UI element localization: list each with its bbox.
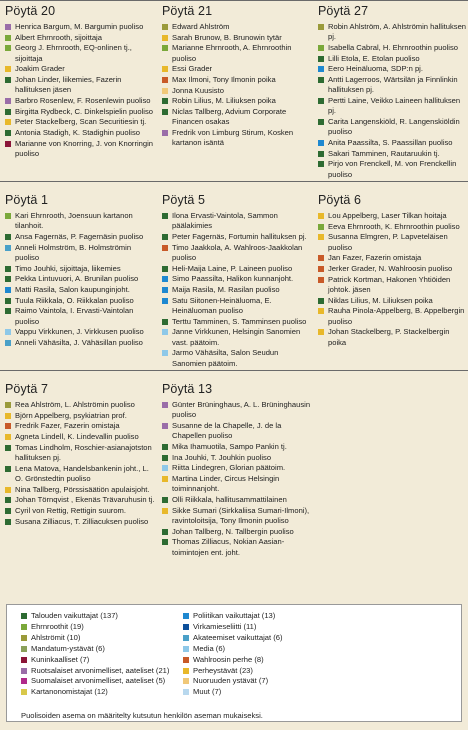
guest-entry (318, 96, 468, 117)
seating-table (318, 193, 468, 348)
guest-entry (5, 506, 155, 516)
guest-entry (162, 537, 314, 558)
guest-text: Peter Fagernäs, Fortumin hallituksen pj. (172, 231, 307, 241)
guest-entry (5, 264, 155, 274)
guest-entry (162, 86, 314, 96)
guest-text: Tomas Lindholm, Roschier-asianajotston hallituksen pj. (15, 442, 152, 463)
guest-entry (162, 243, 314, 264)
guest-entry (162, 285, 314, 295)
guest-text: Fredrik Fazer, Fazerin omistaja (15, 421, 120, 431)
guest-text: Lilli Etola, E. Etolan puoliso (328, 53, 420, 63)
guest-entry (162, 421, 314, 442)
guest-text: Ina Jouhki, T. Jouhkin puoliso (172, 452, 272, 462)
guest-entry (318, 306, 468, 327)
guest-text: Georg J. Ehrnrooth, EQ-onlinen tj., sijoittaja (15, 43, 132, 63)
guest-text: Nina Tallberg, Pörssisäätiön apulaisjoht. (15, 484, 150, 494)
guest-text: Susanne de la Chapelle, J. de la Chapellen puoliso (172, 420, 282, 441)
guest-text: Maija Rasila, M. Rasilan puoliso (172, 285, 280, 295)
category-swatch (318, 66, 324, 72)
category-swatch (162, 497, 168, 503)
guest-text: Fredrik von Limburg Stirum, Kosken kartanon isäntä (172, 128, 294, 148)
legend-label: Virkamieseliitti (11) (193, 621, 257, 631)
guest-text: Susana Zilliacus, T. Zilliacuksen puoliso (15, 516, 149, 526)
guest-entry (162, 296, 314, 317)
category-swatch (318, 266, 324, 272)
legend-swatch (183, 689, 189, 695)
guest-text: Sakari Tamminen, Rautaruukin tj. (328, 148, 440, 158)
category-swatch (318, 329, 324, 335)
category-swatch (162, 476, 168, 482)
legend-label: Ehrnroothit (19) (31, 621, 84, 631)
legend-swatch (21, 668, 27, 674)
guest-text: Simo Paassilta, Halikon kunnanjoht. (172, 274, 294, 284)
guest-entry (5, 117, 155, 127)
category-swatch (5, 298, 11, 304)
guest-text: Pekka Lintuvuori, A. Brunilan puoliso (15, 274, 139, 284)
table-title: Pöytä 6 (318, 193, 362, 207)
guest-text: Henrica Bargum, M. Bargumin puoliso (15, 22, 144, 31)
category-swatch (318, 77, 324, 83)
guest-entry (5, 22, 155, 32)
guest-text: Ansa Fagernäs, P. Fagernäsin puoliso (15, 231, 144, 241)
category-swatch (5, 402, 11, 408)
category-swatch (318, 224, 324, 230)
guest-text: Terttu Tamminen, S. Tamminsen puoliso (172, 316, 307, 326)
guest-entry (318, 264, 468, 274)
guest-text: Timo Jaakkola, A. Wahlroos-Jaakkolan puoliso (172, 242, 303, 262)
guest-text: Antonia Stadigh, K. Stadighin puoliso (15, 128, 140, 138)
legend-swatch (21, 635, 27, 641)
guest-entry (162, 474, 314, 495)
guest-entry (162, 506, 314, 527)
category-swatch (162, 98, 168, 104)
guest-entry (162, 453, 314, 463)
guest-text: Janne Virkkunen, Helsingin Sanomien vast. päätoim. (172, 327, 301, 347)
guest-text: Carita Langenskiöld, R. Langenskiöldin puoliso (328, 117, 460, 137)
guest-entry (5, 443, 155, 464)
guest-text: Pertti Laine, Veikko Laineen hallituksen pj. (328, 96, 461, 116)
guest-entry (5, 306, 155, 327)
category-swatch (162, 455, 168, 461)
guest-entry (5, 128, 155, 138)
category-swatch (162, 213, 168, 219)
legend-label: Ahlströmit (10) (31, 632, 81, 642)
legend-label: Muut (7) (193, 687, 222, 697)
category-swatch (162, 66, 168, 72)
guest-text: Eeva Ehrnrooth, K. Ehrnroothin puoliso (328, 221, 460, 231)
legend-swatch (183, 646, 189, 652)
category-swatch (162, 350, 168, 356)
guest-text: Eero Heinäluoma, SDP:n pj. (328, 64, 423, 74)
category-swatch (318, 119, 324, 125)
guest-entry (5, 96, 155, 106)
category-swatch (162, 245, 168, 251)
seating-table (5, 382, 155, 527)
guest-entry (318, 327, 468, 348)
guest-text: Martina Linder, Circus Helsingin toiminnanjoht. (172, 474, 280, 494)
guest-entry (5, 421, 155, 431)
guest-entry (5, 495, 155, 505)
category-swatch (318, 45, 324, 51)
legend-swatch (183, 624, 189, 630)
legend-swatch (183, 668, 189, 674)
guest-text: Albert Ehrnrooth, sijoittaja (15, 32, 102, 42)
legend-label: Akateemiset vaikuttajat (6) (193, 632, 283, 642)
guest-text: Niclas Tallberg, Advium Corporate Financen osakas (172, 107, 287, 127)
table-title: Pöytä 13 (162, 382, 213, 396)
guest-entry (318, 54, 468, 64)
guest-text: Susanna Elmgren, P. Lapveteläisen puoliso (328, 232, 448, 252)
guest-entry (318, 232, 468, 253)
legend-label: Perheystävät (23) (193, 665, 253, 675)
category-swatch (162, 45, 168, 51)
legend-note: Puolisoiden asema on määritelty kutsutun henkilön aseman mukaiseksi. (21, 711, 263, 720)
seating-table (162, 193, 314, 369)
guest-entry (5, 464, 155, 485)
legend-label: Nuoruuden ystävät (7) (193, 676, 269, 686)
category-swatch (318, 277, 324, 283)
guest-text: Tuula Riikkala, O. Riikkalan puoliso (15, 295, 134, 305)
legend-item (183, 644, 403, 655)
guest-text: Raimo Vaintola, I. Ervasti-Vaintolan puoliso (15, 306, 134, 326)
legend-label: Mandatum-ystävät (6) (31, 643, 105, 653)
category-swatch (5, 266, 11, 272)
guest-entry (162, 43, 314, 64)
category-swatch (5, 466, 11, 472)
category-swatch (5, 98, 11, 104)
guest-entry (5, 211, 155, 232)
category-swatch (162, 529, 168, 535)
legend-label: Poliitikan vaikuttajat (13) (193, 611, 276, 620)
guest-text: Anneli Holmström, B. Holmströmin puoliso (15, 242, 132, 262)
guest-text: Pirjo von Frenckell, M. von Frenckellin puoliso (328, 159, 457, 179)
guest-entry (5, 517, 155, 527)
guest-entry (318, 149, 468, 159)
guest-entry (318, 138, 468, 148)
legend-swatch (21, 613, 27, 619)
category-swatch (318, 161, 324, 167)
guest-entry (5, 75, 155, 96)
guest-text: Heli-Maija Laine, P. Laineen puoliso (172, 263, 293, 273)
category-swatch (5, 109, 11, 115)
guest-text: Björn Appelberg, psykiatrian prof. (15, 410, 127, 420)
legend-label: Kartanonomistajat (12) (31, 687, 108, 697)
guest-entry (162, 107, 314, 128)
seating-table (5, 193, 155, 349)
guest-text: Sarah Brunow, B. Brunowin tytär (172, 32, 282, 42)
table-title: Pöytä 5 (162, 193, 206, 207)
category-swatch (5, 329, 11, 335)
category-swatch (5, 245, 11, 251)
category-swatch (5, 519, 11, 525)
legend-swatch (183, 678, 189, 684)
guest-entry (318, 275, 468, 296)
category-swatch (318, 56, 324, 62)
category-swatch (318, 308, 324, 314)
guest-text: Jan Fazer, Fazerin omistaja (328, 253, 422, 263)
legend-label: Media (6) (193, 643, 226, 653)
category-swatch (5, 434, 11, 440)
category-swatch (162, 508, 168, 514)
category-swatch (318, 98, 324, 104)
guest-entry (318, 296, 468, 306)
legend-item (183, 676, 403, 687)
legend-swatch (21, 646, 27, 652)
guest-text: Marianne von Knorring, J. von Knorringin puoliso (15, 138, 154, 159)
guest-entry (5, 243, 155, 264)
legend-label: Kuninkaalliset (7) (31, 654, 90, 664)
category-swatch (5, 45, 11, 51)
guest-entry (5, 327, 155, 337)
guest-text: Johan Linder, liikemies, Fazerin hallituksen jäsen (15, 75, 122, 95)
legend-item (183, 655, 403, 666)
legend-item (183, 666, 403, 677)
guest-entry (162, 33, 314, 43)
category-swatch (162, 88, 168, 94)
guest-entry (5, 296, 155, 306)
guest-entry (162, 348, 314, 369)
guest-text: Robin Lilius, M. Liliuksen poika (172, 96, 276, 106)
legend-swatch (21, 678, 27, 684)
category-swatch (5, 497, 11, 503)
category-swatch (5, 487, 11, 493)
category-swatch (162, 319, 168, 325)
category-swatch (162, 24, 168, 30)
guest-entry (5, 274, 155, 284)
legend-swatch (183, 657, 189, 663)
guest-entry (162, 327, 314, 348)
guest-text: Johan Stackelberg, P. Stackelbergin poika (328, 327, 450, 347)
guest-text: Barbro Rosenlew, F. Rosenlewin puoliso (15, 96, 151, 106)
category-swatch (162, 539, 168, 545)
legend-swatch (21, 624, 27, 630)
category-swatch (5, 287, 11, 293)
category-swatch (5, 35, 11, 41)
legend-label: Suomalaiset arvonimelliset, aateliset (5) (31, 676, 166, 686)
guest-entry (162, 463, 314, 473)
category-swatch (5, 24, 11, 30)
guest-entry (162, 495, 314, 505)
guest-text: Max Ilmoni, Tony Ilmonin poika (172, 75, 276, 85)
category-swatch (5, 213, 11, 219)
seating-table (318, 4, 468, 180)
guest-entry (162, 211, 314, 232)
guest-entry (162, 317, 314, 327)
legend-item (183, 611, 403, 622)
category-swatch (318, 151, 324, 157)
legend-swatch (183, 613, 189, 619)
category-swatch (5, 508, 11, 514)
guest-text: Joakim Grader (15, 64, 65, 74)
guest-text: Riitta Lindegren, Glorian päätoim. (172, 463, 286, 473)
guest-entry (318, 22, 468, 43)
legend-item (183, 687, 403, 698)
category-swatch (318, 234, 324, 240)
seating-table (5, 4, 155, 160)
table-title: Pöytä 1 (5, 193, 49, 207)
guest-text: Agneta Lindell, K. Lindevallin puoliso (15, 432, 139, 442)
guest-text: Marianne Ehrnrooth, A. Ehrnroothin puoliso (172, 43, 292, 63)
top-rule (0, 0, 468, 1)
category-swatch (162, 234, 168, 240)
guest-text: Johan Törnqvist , Ekenäs Trävaruhusin tj. (15, 495, 155, 505)
guest-entry (162, 64, 314, 74)
guest-entry (5, 285, 155, 295)
guest-entry (162, 264, 314, 274)
guest-text: Anneli Vähäsilta, J. Vähäsillan puoliso (15, 338, 143, 348)
legend-item (183, 633, 403, 644)
table-title: Pöytä 7 (5, 382, 49, 396)
guest-entry (5, 232, 155, 242)
guest-text: Timo Jouhki, sijoittaja, liikemies (15, 263, 121, 273)
table-title: Pöytä 21 (162, 4, 213, 18)
category-swatch (162, 35, 168, 41)
guest-text: Lou Appelberg, Laser Tilkan hoitaja (328, 211, 447, 220)
guest-text: Kari Ehrnrooth, Joensuun kartanon tilanhoit. (15, 211, 133, 231)
guest-entry (318, 211, 468, 221)
guest-entry (5, 107, 155, 117)
guest-text: Satu Siitonen-Heinäluoma, E. Heinäluoman puoliso (172, 295, 272, 316)
category-swatch (318, 213, 324, 219)
guest-text: Edward Ahlström (172, 22, 230, 31)
category-swatch (5, 308, 11, 314)
table-title: Pöytä 20 (5, 4, 56, 18)
guest-entry (162, 22, 314, 32)
guest-text: Olli Riikkala, hallitusammattilainen (172, 495, 287, 505)
guest-entry (5, 33, 155, 43)
category-swatch (162, 266, 168, 272)
row-divider (0, 181, 468, 182)
guest-text: Johan Tallberg, N. Tallbergin puoliso (172, 526, 294, 536)
category-swatch (5, 234, 11, 240)
guest-entry (162, 442, 314, 452)
category-swatch (5, 77, 11, 83)
guest-entry (5, 43, 155, 64)
guest-entry (5, 400, 155, 410)
legend-swatch (21, 689, 27, 695)
guest-text: Sikke Sumari (Sirkkaliisa Sumari-Ilmoni), ravintoloitsija, Tony Ilmonin puoliso (172, 505, 310, 525)
category-swatch (162, 444, 168, 450)
category-swatch (5, 423, 11, 429)
guest-text: Rauha Pinola-Appelberg, B. Appelbergin puoliso (328, 306, 465, 326)
guest-text: Antti Lagerroos, Wärtsilän ja Finnlinkin hallituksen pj. (328, 75, 458, 95)
category-swatch (162, 130, 168, 136)
guest-entry (318, 222, 468, 232)
guest-text: Jerker Grader, N. Wahlroosin puoliso (328, 264, 453, 274)
guest-entry (5, 338, 155, 348)
guest-text: Cyril von Rettig, Rettigin suurom. (15, 506, 126, 516)
guest-entry (318, 64, 468, 74)
guest-text: Anita Paassilta, S. Paassillan puoliso (328, 138, 453, 147)
legend-label: Wahlroosin perhe (8) (193, 654, 264, 664)
guest-entry (5, 139, 155, 160)
guest-text: Günter Brüninghaus, A. L. Brüninghausin puoliso (172, 400, 311, 420)
guest-entry (162, 400, 314, 421)
category-swatch (162, 402, 168, 408)
guest-text: Rea Ahlström, L. Ahlströmin puoliso (15, 400, 135, 409)
guest-text: Vappu Virkkunen, J. Virkkusen puoliso (15, 327, 144, 337)
category-swatch (162, 276, 168, 282)
guest-entry (162, 128, 314, 149)
legend-item (183, 622, 403, 633)
seating-table (162, 4, 314, 149)
legend-swatch (183, 635, 189, 641)
guest-entry (5, 432, 155, 442)
guest-text: Peter Stackelberg, Scan Securitiesin tj. (15, 117, 147, 127)
guest-entry (318, 117, 468, 138)
guest-entry (5, 411, 155, 421)
category-swatch (162, 109, 168, 115)
guest-text: Jarmo Vähäsilta, Salon Seudun Sanomien päätoim. (172, 348, 279, 368)
guest-text: Matti Rasila, Salon kaupunginjoht. (15, 285, 130, 295)
guest-text: Birgitta Rydbeck, C. Dinkelspielin puoliso (15, 106, 154, 116)
category-swatch (5, 66, 11, 72)
category-swatch (162, 287, 168, 293)
category-swatch (318, 140, 324, 146)
guest-entry (162, 232, 314, 242)
guest-entry (318, 159, 468, 180)
guest-entry (162, 274, 314, 284)
category-swatch (5, 445, 11, 451)
guest-text: Ilona Ervasti-Vaintola, Sammon päälakimies (172, 211, 278, 231)
category-swatch (5, 119, 11, 125)
category-swatch (162, 329, 168, 335)
category-swatch (162, 77, 168, 83)
guest-text: Thomas Zilliacus, Nokian Aasian-toimintojen ent. joht. (172, 537, 285, 557)
row-divider (0, 370, 468, 371)
guest-entry (5, 64, 155, 74)
guest-entry (318, 43, 468, 53)
guest-text: Lena Matova, Handelsbankenin joht., L. O. Grönstedtin puoliso (15, 463, 149, 484)
category-swatch (318, 255, 324, 261)
category-swatch (5, 130, 11, 136)
guest-entry (5, 485, 155, 495)
guest-text: Niklas Lilius, M. Liliuksen poika (328, 295, 433, 305)
category-swatch (318, 24, 324, 30)
category-swatch (5, 276, 11, 282)
table-title: Pöytä 27 (318, 4, 369, 18)
legend-label: Ruotsalaiset arvonimelliset, aateliset (21) (31, 665, 170, 675)
category-swatch (162, 465, 168, 471)
guest-text: Robin Ahlström, A. Ahlströmin hallituksen pj. (328, 22, 467, 42)
guest-entry (318, 253, 468, 263)
guest-text: Isabella Cabral, H. Ehrnroothin puoliso (328, 42, 459, 52)
guest-entry (318, 75, 468, 96)
seating-table (162, 382, 314, 558)
category-swatch (5, 413, 11, 419)
category-swatch (162, 298, 168, 304)
category-swatch (318, 298, 324, 304)
guest-text: Mika Ihamuotila, Sampo Pankin tj. (172, 441, 287, 451)
category-swatch (5, 340, 11, 346)
legend-swatch (21, 657, 27, 663)
legend-column-right (183, 611, 403, 698)
guest-entry (162, 527, 314, 537)
legend-label: Talouden vaikuttajat (137) (31, 611, 118, 620)
guest-text: Patrick Kortman, Hakonen Yhtiöiden johtok. jäsen (328, 274, 451, 295)
category-swatch (5, 141, 11, 147)
guest-entry (162, 96, 314, 106)
legend-box (6, 604, 462, 722)
guest-entry (162, 75, 314, 85)
guest-text: Essi Grader (172, 64, 213, 74)
category-swatch (162, 423, 168, 429)
guest-text: Jonna Kuusisto (172, 85, 224, 95)
